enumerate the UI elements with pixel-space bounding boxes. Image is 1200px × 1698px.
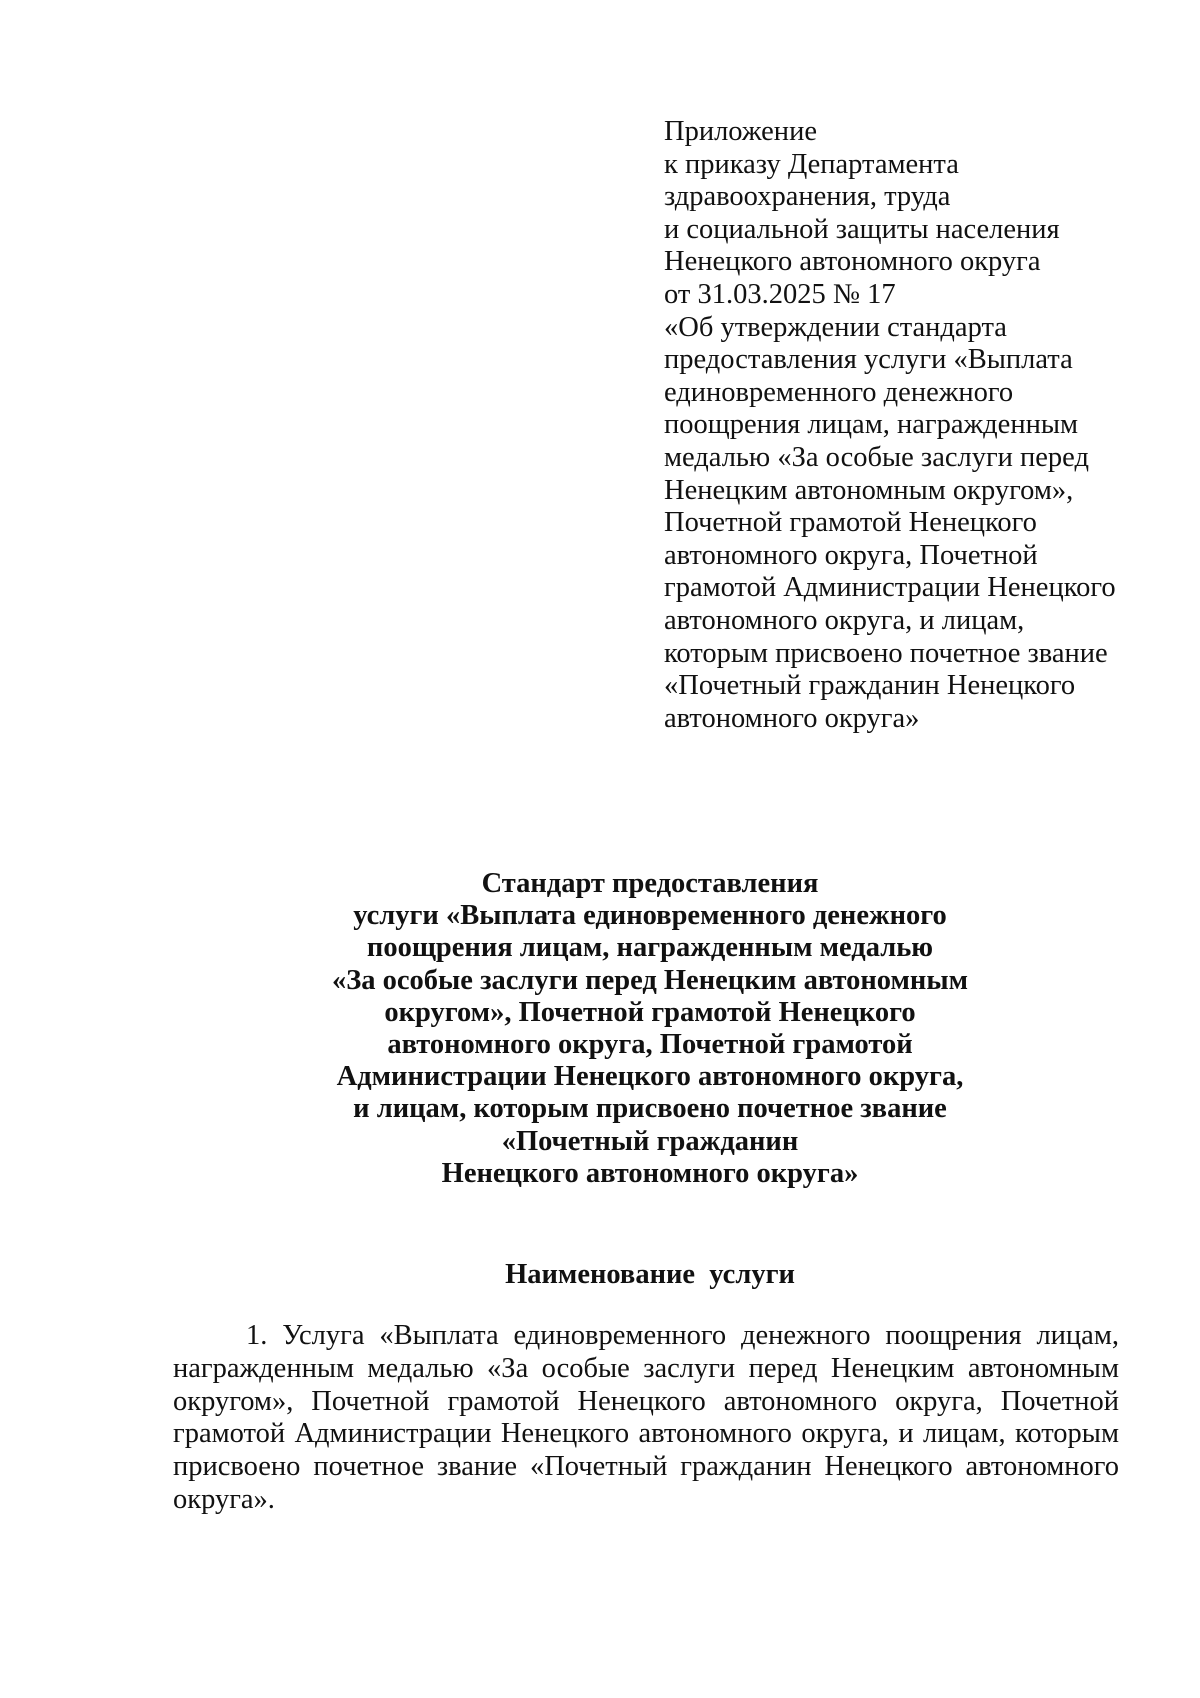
appendix-line: Ненецкого автономного округа — [664, 246, 1041, 278]
appendix-line: к приказу Департамента — [664, 148, 959, 180]
appendix-line: единовременного денежного — [664, 376, 1014, 408]
appendix-line: «Почетный гражданин Ненецкого — [664, 670, 1076, 702]
paragraph-line: награжденным медалью «За особые заслуги перед Ненецким автономным — [173, 1352, 1119, 1384]
paragraph-line: 1. Услуга «Выплата единовременного денежного поощрения лицам, — [246, 1320, 1119, 1351]
appendix-line: предоставления услуги «Выплата — [664, 344, 1073, 376]
appendix-line: Ненецким автономным округом», — [664, 474, 1074, 506]
title-line: поощрения лицам, награжденным медалью — [366, 932, 934, 964]
appendix-line: здравоохранения, труда — [664, 181, 951, 213]
title-line: «Почетный гражданин — [501, 1125, 799, 1157]
appendix-line: которым присвоено почетное звание — [664, 637, 1108, 669]
appendix-header — [664, 116, 1184, 735]
title-line: Ненецкого автономного округа» — [441, 1157, 859, 1189]
appendix-line: автономного округа, Почетной — [664, 539, 1038, 571]
title-line: «За особые заслуги перед Ненецким автономным — [331, 964, 969, 996]
appendix-line: Почетной грамотой Ненецкого — [664, 507, 1037, 539]
paragraph-line: округом», Почетной грамотой Ненецкого автономного округа, Почетной — [173, 1385, 1119, 1417]
appendix-line: грамотой Администрации Ненецкого — [664, 572, 1116, 604]
title-line: автономного округа, Почетной грамотой — [387, 1029, 913, 1061]
appendix-line: и социальной защиты населения — [664, 213, 1060, 245]
paragraph-line: грамотой Администрации Ненецкого автономного округа, и лицам, которым — [173, 1418, 1119, 1450]
appendix-line: медалью «За особые заслуги перед — [664, 441, 1089, 473]
appendix-line: поощрения лицам, награжденным — [664, 409, 1079, 441]
title-line: округом», Почетной грамотой Ненецкого — [384, 996, 916, 1028]
paragraph-line: присвоено почетное звание «Почетный гражданин Ненецкого автономного — [173, 1451, 1119, 1483]
paragraph-line: округа». — [173, 1483, 275, 1515]
title-line: Администрации Ненецкого автономного округа, — [336, 1061, 964, 1093]
appendix-line: «Об утверждении стандарта — [664, 311, 1007, 343]
appendix-line: от 31.03.2025 № 17 — [664, 278, 896, 310]
title-line: услуги «Выплата единовременного денежного — [353, 900, 947, 932]
appendix-line: автономного округа» — [664, 702, 920, 734]
appendix-line: автономного округа, и лицам, — [664, 604, 1025, 636]
section-heading: Наименование услуги — [505, 1259, 795, 1290]
title-line: и лицам, которым присвоено почетное звание — [353, 1093, 947, 1125]
section-paragraph — [173, 1320, 1119, 1517]
title-line: Стандарт предоставления — [481, 868, 819, 899]
appendix-line: Приложение — [664, 116, 817, 147]
document-title — [200, 868, 1100, 1190]
